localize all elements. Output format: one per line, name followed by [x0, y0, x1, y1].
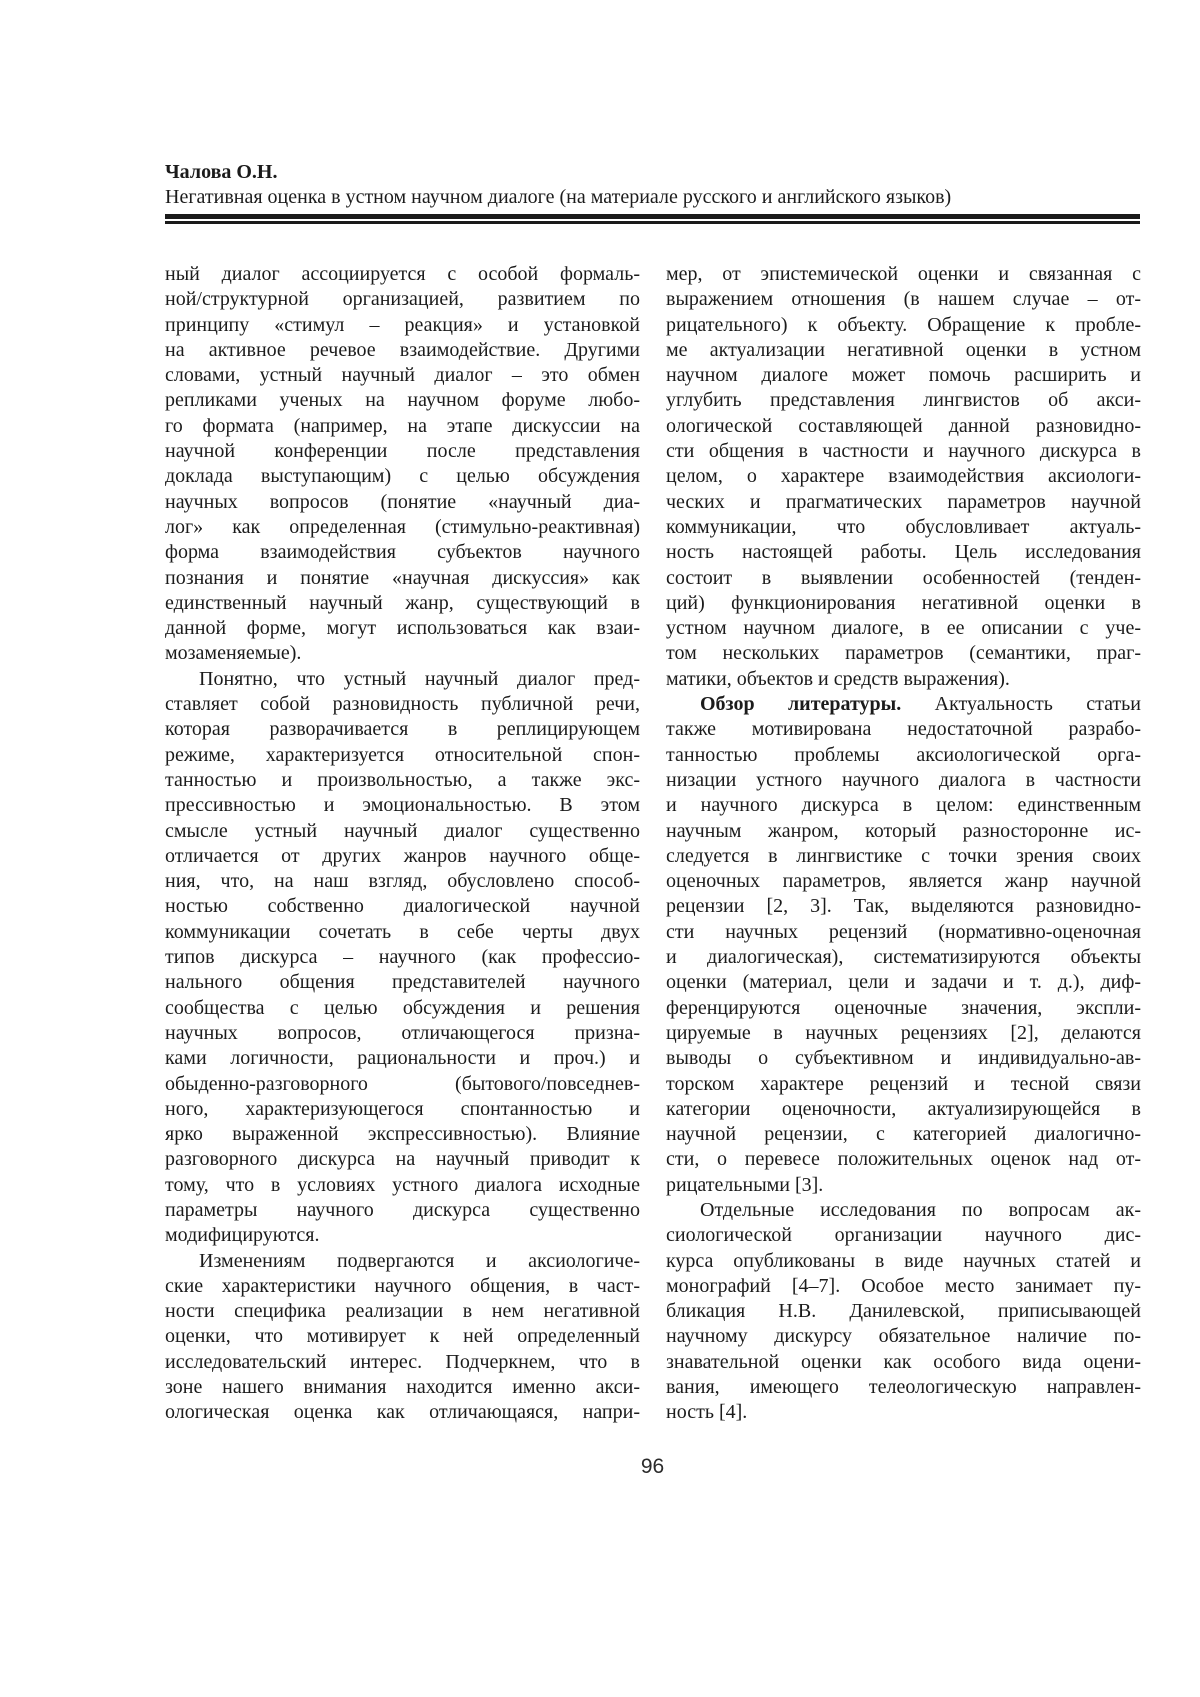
text-line: выводы о субъективном и индивидуально-ав- — [666, 1047, 1141, 1070]
text-line: научных вопросов, отличающегося призна- — [165, 1021, 640, 1044]
text-line: мер, от эпистемической оценки и связанная с — [666, 263, 1141, 285]
text-line: сообщества с целью обсуждения и решения — [165, 996, 640, 1019]
text-line: ологическая оценка как отличающаяся, напри- — [165, 1401, 640, 1424]
text-line: танностью проблемы аксиологической орга- — [666, 743, 1141, 766]
right-column — [666, 262, 1141, 1426]
page-number: 96 — [640, 1455, 665, 1478]
text-line: принципу «стимул – реакция» и установкой — [165, 313, 640, 336]
text-line: ность [4]. — [666, 1401, 748, 1424]
text-line: оценки, что мотивирует к ней определенный — [165, 1325, 640, 1348]
text-line: сти, о перевесе положительных оценок над от- — [666, 1148, 1141, 1171]
two-column-text — [165, 262, 1141, 1426]
text-line: форма взаимодействия субъектов научного — [165, 541, 640, 564]
text-line: ологической составляющей данной разновидно- — [666, 414, 1141, 437]
text-line: знавательной оценки как особого вида оцени- — [666, 1350, 1141, 1373]
text-line: низации устного научного диалога в частности — [666, 768, 1141, 791]
text-line: на активное речевое взаимодействие. Другими — [165, 338, 640, 361]
text-line: ские характеристики научного общения, в част- — [165, 1274, 640, 1297]
text-line: матики, объектов и средств выражения). — [666, 667, 1010, 690]
text-line: смысле устный научный диалог существенно — [165, 819, 640, 842]
text-line: категории оценочности, актуализирующейся в — [666, 1097, 1141, 1120]
text-line: Отдельные исследования по вопросам ак- — [700, 1198, 1141, 1221]
text-line: ций) функционирования негативной оценки в — [666, 591, 1141, 614]
text-line: зоне нашего внимания находится именно акси- — [165, 1376, 640, 1399]
text-line: Понятно, что устный научный диалог пред- — [199, 667, 640, 690]
paragraph — [666, 692, 1141, 1198]
text-line: ный диалог ассоциируется с особой формаль- — [165, 263, 640, 285]
text-line: состоит в выявлении особенностей (тенден- — [666, 566, 1141, 589]
text-line: коммуникации сочетать в себе черты двух — [165, 920, 640, 943]
text-line: ярко выраженной экспрессивностью). Влияние — [165, 1123, 640, 1146]
text-line: мозаменяемые). — [165, 642, 302, 665]
text-line: выражением отношения (в нашем случае – от- — [666, 288, 1141, 311]
text-line: ками логичности, рациональности и проч.) и — [165, 1047, 640, 1070]
text-line: и диалогическая), систематизируются объекты — [666, 946, 1141, 969]
text-line: нального общения представителей научного — [165, 971, 640, 994]
text-line: ного, характеризующегося спонтанностью и — [165, 1097, 640, 1120]
text-line: тому, что в условиях устного диалога исходные — [165, 1173, 640, 1196]
text-line: научным жанром, который разносторонне ис- — [666, 819, 1141, 842]
text-line: рицательного) к объекту. Обращение к пробле- — [666, 313, 1141, 336]
text-line: следуется в лингвистике с точки зрения своих — [666, 844, 1141, 867]
author-name: Чалова О.Н. — [165, 161, 278, 183]
text-line: ференцируются оценочные значения, экспли- — [666, 996, 1141, 1019]
text-line: разговорного дискурса на научный приводит к — [165, 1148, 640, 1171]
text-line: цируемые в научных рецензиях [2], делаются — [666, 1021, 1141, 1044]
article-title: Негативная оценка в устном научном диалоге (на материале русского и английского языков) — [165, 186, 952, 208]
text-line: научной конференции после представления — [165, 440, 640, 463]
text-line: лог» как определенная (стимульно-реактивная) — [165, 515, 640, 538]
text-line: ность настоящей работы. Цель исследования — [666, 541, 1141, 564]
text-line: коммуникации, что обусловливает актуаль- — [666, 515, 1141, 538]
text-line: курса опубликованы в виде научных статей и — [666, 1249, 1141, 1272]
text-line: ческих и прагматических параметров научной — [666, 490, 1141, 513]
text-line: обыденно-разговорного (бытового/повседнев- — [165, 1072, 640, 1095]
paragraph — [165, 262, 640, 667]
text-line: которая разворачивается в реплицирующем — [165, 718, 640, 741]
text-line: том нескольких параметров (семантики, праг- — [666, 642, 1141, 665]
text-line: целом, о характере взаимодействия аксиологи- — [666, 465, 1141, 488]
text-line: сти научных рецензий (нормативно-оценочная — [666, 920, 1141, 943]
text-line: рицательными [3]. — [666, 1173, 824, 1196]
text-line: ния, что, на наш взгляд, обусловлено способ- — [165, 870, 640, 893]
paragraph — [165, 667, 640, 1249]
text-line: сти общения в частности и научного дискурса в — [666, 440, 1141, 463]
text-line: углубить представления лингвистов об акси- — [666, 389, 1141, 412]
text-line: ме актуализации негативной оценки в устном — [666, 338, 1141, 361]
text-line: прессивностью и эмоциональностью. В этом — [165, 794, 640, 817]
text-line: танностью и произвольностью, а также экс- — [165, 768, 640, 791]
text-line: ной/структурной организацией, развитием по — [165, 288, 640, 311]
text-line: единственный научный жанр, существующий в — [165, 591, 640, 614]
text-line: оценки (материал, цели и задачи и т. д.), диф- — [666, 971, 1141, 994]
left-column — [165, 262, 640, 1426]
text-line: доклада выступающим) с целью обсуждения — [165, 465, 640, 488]
text-line: научному дискурсу обязательное наличие по- — [666, 1325, 1141, 1348]
text-line: ставляет собой разновидность публичной речи, — [165, 693, 640, 716]
text-line: сиологической организации научного дис- — [666, 1224, 1141, 1247]
text-line: научном диалоге может помочь расширить и — [666, 364, 1141, 387]
text-line: модифицируются. — [165, 1224, 320, 1247]
page-header — [165, 160, 1140, 224]
paragraph — [666, 1198, 1141, 1426]
text-line: научной рецензии, с категорией диалогично- — [666, 1123, 1141, 1146]
text-line: типов дискурса – научного (как профессио- — [165, 946, 640, 969]
text-line: устном научном диалоге, в ее описании с уче- — [666, 617, 1141, 640]
header-divider — [165, 214, 1140, 224]
text-line: репликами ученых на научном форуме любо- — [165, 389, 640, 412]
text-line: монографий [4–7]. Особое место занимает пу- — [666, 1274, 1141, 1297]
text-line: данной форме, могут использоваться как взаи- — [165, 617, 640, 640]
text-line: отличается от других жанров научного обще- — [165, 844, 640, 867]
text-line: ности специфика реализации в нем негативной — [165, 1300, 640, 1323]
text-line: рецензии [2, 3]. Так, выделяются разновидно- — [666, 895, 1141, 918]
text-line: ностью собственно диалогической научной — [165, 895, 640, 918]
text-line: го формата (например, на этапе дискуссии на — [165, 414, 640, 437]
text-line: бликация Н.В. Данилевской, приписывающей — [666, 1300, 1141, 1323]
paragraph — [165, 1249, 640, 1426]
text-line: научных вопросов (понятие «научный диа- — [165, 490, 640, 513]
text-line: вания, имеющего телеологическую направлен- — [666, 1376, 1141, 1399]
text-line: торском характере рецензий и тесной связи — [666, 1072, 1141, 1095]
text-line: оценочных параметров, является жанр научной — [666, 870, 1141, 893]
text-line: словами, устный научный диалог – это обмен — [165, 364, 640, 387]
section-heading: Обзор литературы. — [700, 693, 902, 716]
divider-bar-bottom — [165, 221, 1140, 224]
text-line: исследовательский интерес. Подчеркнем, что в — [165, 1350, 640, 1373]
text-line: познания и понятие «научная дискуссия» как — [165, 566, 640, 589]
text-line: и научного дискурса в целом: единственным — [666, 794, 1141, 817]
text-line: параметры научного дискурса существенно — [165, 1198, 640, 1221]
text-line: режиме, характеризуется относительной спон- — [165, 743, 640, 766]
paragraph — [666, 262, 1141, 692]
text-line: Изменениям подвергаются и аксиологиче- — [199, 1249, 640, 1272]
text-line: Обзор литературы. Актуальность статьи — [700, 693, 1141, 716]
text-line: также мотивирована недостаточной разрабо- — [666, 718, 1141, 741]
